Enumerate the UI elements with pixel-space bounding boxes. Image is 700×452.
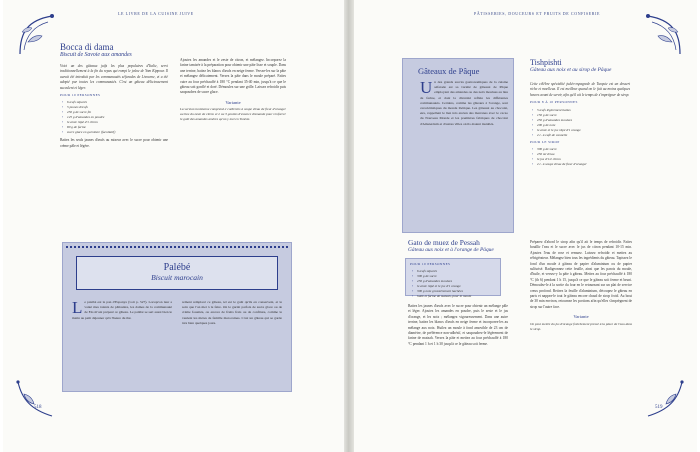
ingredient-item: • 6 œufs séparés <box>410 269 500 274</box>
ingredient-item: • le zeste et le jus râpé d'1 orange <box>530 128 630 133</box>
recipe-subtitle: Gâteau aux noix et au sirop de Pâque <box>530 67 612 73</box>
ingredient-item: • 300 g de sucre <box>530 147 630 152</box>
ingredient-item: • 6 œufs séparés <box>60 100 168 105</box>
corner-ornament-top-left <box>18 12 62 56</box>
ingredient-item: • 200 g de noix <box>530 123 630 128</box>
ingredient-item: • 5 jaunes d'œufs <box>60 105 168 110</box>
serves-label: POUR 8 À 10 PERSONNES <box>530 100 578 105</box>
section-title: Gâteaux de Pâque <box>418 66 480 76</box>
ingredient-item: • 300 g noix grossièrement hachées <box>410 289 500 294</box>
recipe-intro: Cette célèbre spécialité judéo-espagnole de Turquie est un dessert riche et moelleux. Il est meilleur quand on le fait au moins quelques heures avant de servir, afin qu'il ait le temps de s'imprégner de sirop. <box>530 82 630 97</box>
gato-ingredients <box>410 260 500 299</box>
recipe-column-2 <box>180 58 286 122</box>
method-paragraph: Battez les jaunes d'œufs avec le sucre pour obtenir un mélange pâle et léger. Ajoutez les amandes en poudre, puis le zeste et le jus d'orange, et les noix ; mélangez vigoureusement. Dans une autre terrine, battez les blancs d'œufs en neige ferme et incorporez-les au mélange aux noix. Huilez un moule à fond amovible de 23 cm de diamètre, de préférence non-adhésif, et saupoudrez-le légèrement de farine de matzah. Versez la pâte et mettez au four préchauffé à 180 °C pendant 1 h et 1 h 30 jusqu'à ce le gâteau soit ferme. <box>408 304 508 346</box>
syrup-ingredient-list <box>530 147 630 167</box>
ingredient-item: • 300 g de sucre <box>410 274 500 279</box>
ingredient-list <box>60 100 168 135</box>
running-head-left: LE LIVRE DE LA CUISINE JUIVE <box>118 11 194 16</box>
ingredient-item: • le zeste râpé d'1 citron <box>60 120 168 125</box>
ingredient-item: • 250 ml d'eau <box>530 152 630 157</box>
palebe-column-1 <box>72 300 172 321</box>
book-gutter <box>344 0 354 452</box>
recipe-subtitle: Gâteau aux noix et à l'orange de Pâque <box>408 247 494 253</box>
ingredient-item: • 250 g d'amandes moulues <box>530 118 630 123</box>
dropcap: U <box>420 78 433 97</box>
method-paragraph: Battez les seuls jaunes d'œufs au mixeur avec le sucre pour obtenir une crème pâle et légère. <box>60 138 168 148</box>
ingredient-item: • 2 c. à soupe d'eau de fleur d'oranger <box>530 162 630 167</box>
recipe-heading-bocca <box>60 42 132 58</box>
recipe-title: Tishpishti <box>530 58 562 67</box>
ingredient-item: • 2 c. à café de cannelle <box>530 133 630 138</box>
corner-ornament-bottom-left <box>14 380 54 420</box>
ingredient-item: • 125 g d'amandes en poudre <box>60 115 168 120</box>
ingredient-item: • 250 g de sucre fin <box>60 110 168 115</box>
ingredient-list <box>530 108 630 138</box>
box-border-top <box>66 246 288 248</box>
ingredient-item: • 150 g de sucre <box>530 113 630 118</box>
recipe-heading-tishpishti <box>530 58 611 73</box>
recipe-heading-gato <box>408 238 494 253</box>
ingredient-item: • 5 œufs légèrement battus <box>530 108 630 113</box>
variant-title: Variante <box>573 314 589 320</box>
serves-label: POUR 10 PERSONNES <box>410 262 451 266</box>
recipe-subtitle: Biscuit marocain <box>151 273 203 282</box>
ingredient-item: • le zeste râpé et le jus d'1 orange <box>410 284 500 289</box>
ingredient-item: • sucre glace en garniture (facultatif) <box>60 130 168 135</box>
page-number-left: 518 <box>34 405 42 410</box>
variant-text: La version tunisienne comprend 2 cuillerées à soupe d'eau de fleur d'oranger au lieu du zeste de citron et 2 ou 3 gouttes d'essence d'amande pour renforcer le goût des amandes amères qu'on y met en Tunisie. <box>180 107 286 122</box>
syrup-label: POUR LE SIROP <box>530 139 560 144</box>
variant-title: Variante <box>225 99 241 105</box>
pessah-heading <box>418 66 479 76</box>
recipe-column-1 <box>60 64 168 151</box>
method-paragraph: Préparez d'abord le sirop afin qu'il ait le temps de refroidir. Faites bouillir l'eau et le sucre avec le jus de citron pendant 10-15 min. Ajoutez l'eau de rose et remuez. Laissez refroidir et mettez au réfrigérateur. Mélangez bien tous les ingrédients du gâteau. Tapissez le fond d'un moule à gâteau de papier d'aluminium ou de papier sulfurisé. Badigeonnez cette feuille, ainsi que les parois du moule, d'huile, et versez-y la pâte à gâteau. Mettez au four préchauffé à 180 °C (th 6) pendant 1 h 15, jusqu'à ce que le gâteau soit ferme et bruni. Démoulez-le à la sortie du four en le retournant sur un plat de service creux profond. Retirez la feuille d'aluminium, découpez le gâteau en parts et nappez-le tout le gâteau encore chaud de sirop froid. Au bout de 30 min environ, retournez les portions afin qu'elles s'imprègnent de sirop sur l'autre face. <box>530 240 632 309</box>
recipe-intro: Voici un des gâteaux juifs les plus populaires d'Italie, servi traditionnellement à la fin du repas qui rompt le jeûne de Yom Kippour. Il aurait été introduit par les communautés séfarades de Livourne, et a été adopté par toutes les communautés. C'est un gâteau délicieusement succulent et léger. <box>60 64 168 90</box>
ingredient-item: • 250 g d'amandes moulues <box>410 279 500 284</box>
recipe-subtitle: Biscuit de Savoie aux amandes <box>60 52 132 58</box>
tishpishti-method <box>530 240 632 332</box>
pessah-intro <box>420 80 508 127</box>
corner-ornament-bottom-right <box>646 380 686 420</box>
ingredient-item: • 80 g de farine <box>60 125 168 130</box>
ingredient-list <box>410 269 500 299</box>
pessah-text: n des grands succès gastronomiques de la cuisine séfarade est sa variété de gâteaux de Pâque employant des amandes ou des noix moulues au lieu de farine, et dont la diversité reflète les différentes communautés. Certains, comme les gâteaux à l'orange, sont caractéristiques du monde ibérique. Les gâteaux au chocolat, eux, rappellent le lien très ancien des marranes avec le cacao du Nouveau Monde et les premières fabriques de chocolat d'Amsterdam et d'autres villes où ils étaient installés. <box>420 80 508 126</box>
gato-method <box>408 304 508 349</box>
page-number-right: 519 <box>655 405 663 410</box>
tishpishti-column-top <box>530 82 630 167</box>
dropcap: L <box>72 298 83 317</box>
method-paragraph: Ajoutez les amandes et le zeste de citron, et mélangez. Incorporez la farine tamisée à la préparation pour obtenir une pâte lisse et souple. Dans une terrine, battez les blancs d'œufs en neige ferme. Versez-les sur la pâte et mélangez délicatement. Versez la pâte dans le moule préparé. Faites cuire au four préchauffé à 180 °C pendant 35-40 min, jusqu'à ce que le gâteau soit gonflé et doré. Démoulez sur une grille. Laissez refroidir puis saupoudrez de sucre glace. <box>180 58 286 95</box>
palebe-text: e palébé est le pan d'Espanya (voir p. 527). Lorsqu'on leur a vanté mes talents de pâtissière, les dames de la communauté de Fès m'ont préparé ce gâteau. Le palébé se sert aussi bien le matin au petit déjeuner qu'à l'heure du thé. <box>72 300 172 320</box>
serves-label: POUR 10 PERSONNES <box>60 93 101 98</box>
variant-text: On peut mettre du jus d'orange fraîchement pressé à la place de l'eau dans le sirop. <box>530 321 632 331</box>
running-head-right: PÂTISSERIES, DOUCEURS ET FRUITS DE CONFISERIE <box>474 11 601 16</box>
corner-ornament-top-right <box>638 12 682 56</box>
recipe-title: Palébé <box>163 262 191 273</box>
recipe-title: Gato de muez de Pessah <box>408 238 480 247</box>
ingredient-item: • huile et farine de matzah, pour le moule <box>410 294 500 299</box>
palebe-heading <box>76 262 278 282</box>
ingredient-item: • le jus d'1/2 citron <box>530 157 630 162</box>
recipe-title: Bocca di dama <box>60 42 114 52</box>
palebe-text: rement remplacé ce gâteau, tel est le goût qu'ils en conservent, et le soin que l'on met à le faire. On le garnit parfois de sucre glace ou de crème fouettée, ou encore de fruits frais ou de confiture, comme le veulent les mères de famille marocaines. C'est un gâteau qui se garde très bien quelques jours. <box>182 300 282 325</box>
palebe-column-2 <box>182 300 282 326</box>
